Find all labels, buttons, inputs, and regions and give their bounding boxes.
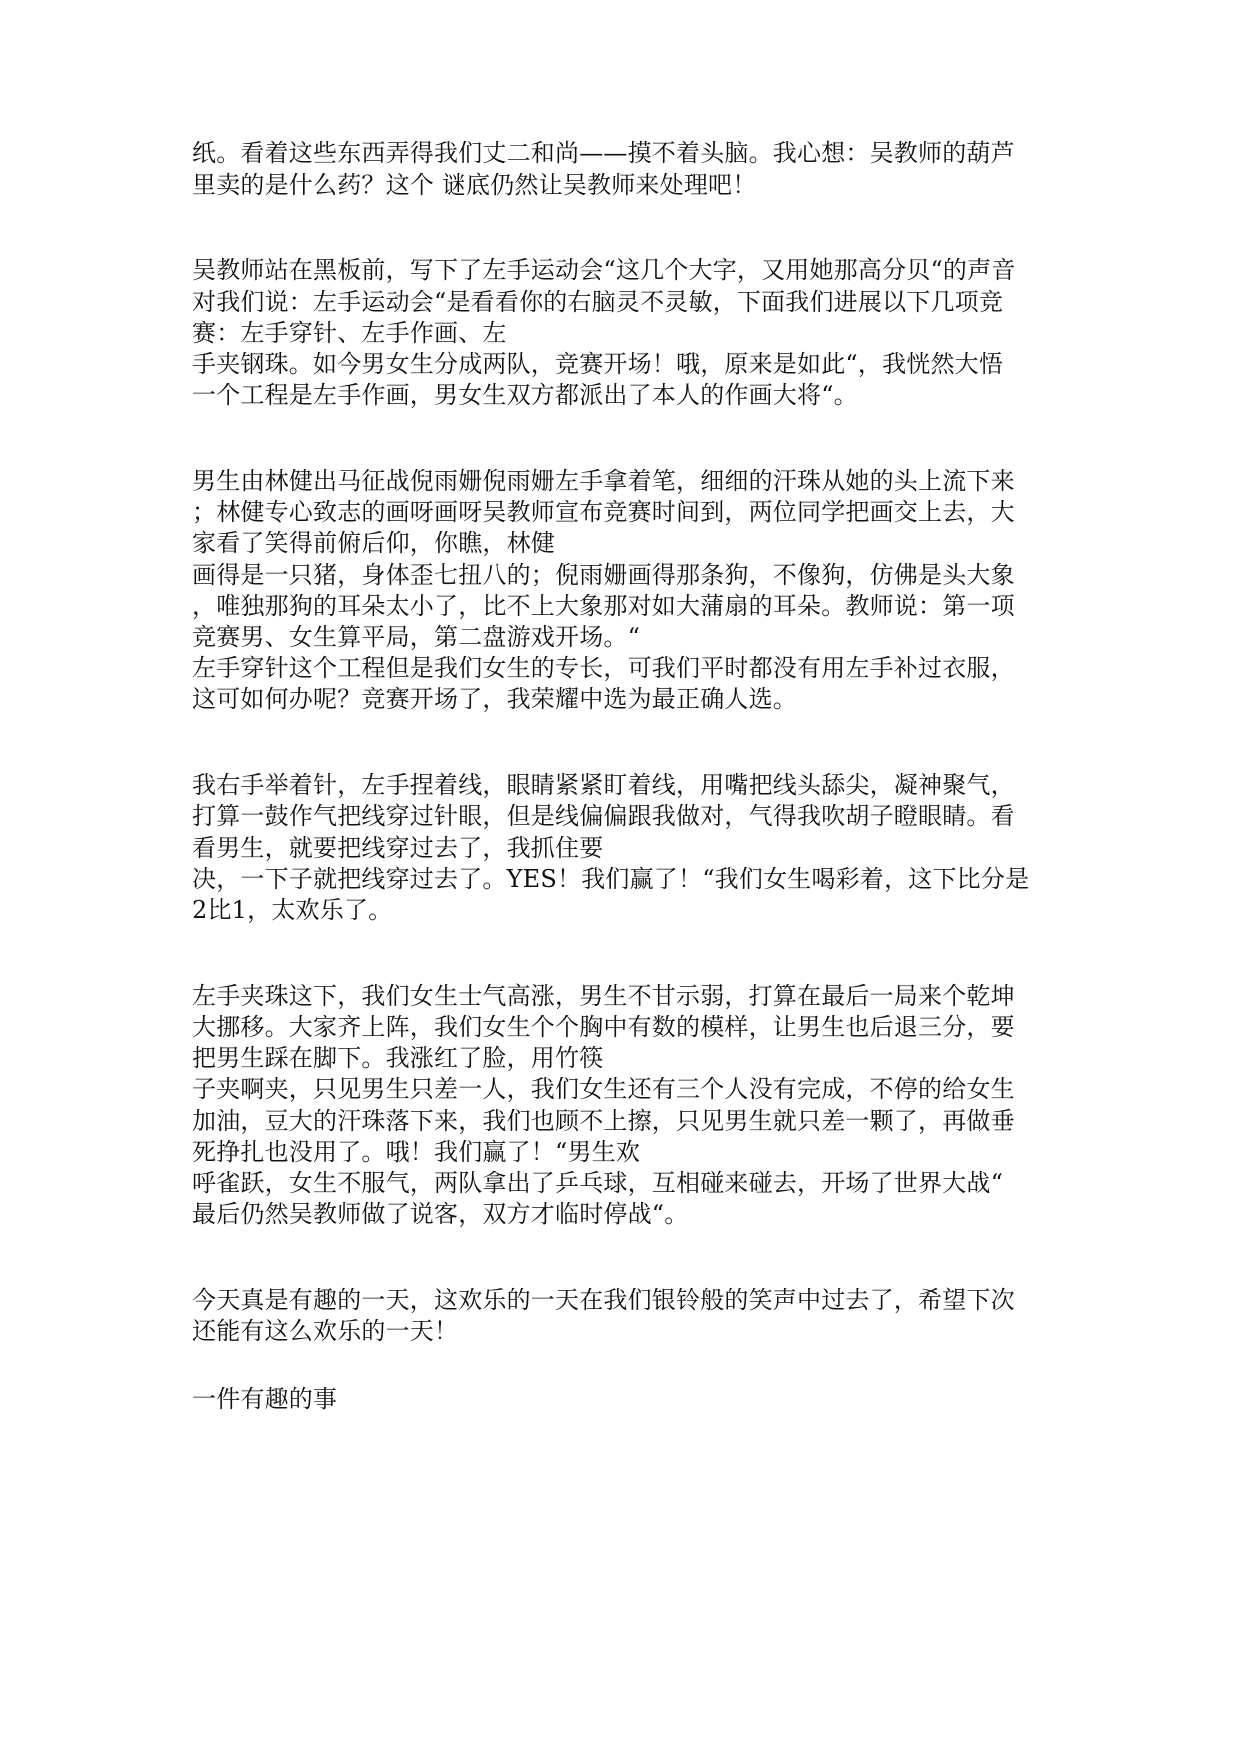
text-line: 一件有趣的事 [192, 1385, 338, 1413]
text-line: 决，一下子就把线穿过去了。YES！我们赢了！“我们女生喝彩着，这下比分是 [192, 865, 1030, 893]
text-line: 赛：左手穿针、左手作画、左 [192, 319, 507, 347]
text-line: 家看了笑得前俯后仰，你瞧，林健 [192, 529, 555, 557]
text-line: 呼雀跃，女生不服气，两队拿出了乒乓球，互相碰来碰去，开场了世界大战“ [192, 1169, 1004, 1197]
text-line: 吴教师站在黑板前，写下了左手运动会“这几个大字，又用她那高分贝“的声音 [192, 256, 1016, 284]
text-line: 纸。看着这些东西弄得我们丈二和尚——摸不着头脑。我心想：吴教师的葫芦 [192, 139, 1015, 167]
text-line: 一个工程是左手作画，男女生双方都派出了本人的作画大将“。 [192, 381, 858, 409]
text-line: 里卖的是什么药？这个 谜底仍然让吴教师来处理吧！ [192, 171, 757, 199]
text-line: 今天真是有趣的一天，这欢乐的一天在我们银铃般的笑声中过去了，希望下次 [192, 1286, 1015, 1314]
text-line: 大挪移。大家齐上阵，我们女生个个胸中有数的模样，让男生也后退三分，要 [192, 1013, 1015, 1041]
text-line: 对我们说：左手运动会“是看看你的右脑灵不灵敏，下面我们进展以下几项竞 [192, 288, 1004, 316]
text-line: 最后仍然吴教师做了说客，双方才临时停战“。 [192, 1200, 689, 1228]
text-line: ，唯独那狗的耳朵太小了，比不上大象那对如大蒲扇的耳朵。教师说：第一项 [192, 592, 1015, 620]
text-line: 这可如何办呢？竞赛开场了，我荣耀中选为最正确人选。 [192, 685, 797, 713]
text-line: 把男生踩在脚下。我涨红了脸，用竹筷 [192, 1044, 604, 1072]
text-line: 2比1，太欢乐了。 [192, 896, 393, 924]
text-line: 左手夹珠这下，我们女生士气高涨，男生不甘示弱，打算在最后一局来个乾坤 [192, 982, 1015, 1010]
text-line: 竞赛男、女生算平局，第二盘游戏开场。“ [192, 623, 641, 651]
text-line: 我右手举着针，左手捏着线，眼睛紧紧盯着线，用嘴把线头舔尖，凝神聚气， [192, 771, 1015, 799]
text-line: 看男生，就要把线穿过去了，我抓住要 [192, 834, 604, 862]
text-line: 死挣扎也没用了。哦！我们赢了！“男生欢 [192, 1138, 641, 1166]
text-line: 手夹钢珠。如今男女生分成两队，竞赛开场！哦，原来是如此“，我恍然大悟 [192, 350, 1004, 378]
text-line: 男生由林健出马征战倪雨姗倪雨姗左手拿着笔，细细的汗珠从她的头上流下来 [192, 467, 1015, 495]
text-line: 打算一鼓作气把线穿过针眼，但是线偏偏跟我做对，气得我吹胡子瞪眼睛。看 [192, 802, 1015, 830]
text-line: 画得是一只猪，身体歪七扭八的；倪雨姗画得那条狗，不像狗，仿佛是头大象 [192, 561, 1015, 589]
text-line: 左手穿针这个工程但是我们女生的专长，可我们平时都没有用左手补过衣服， [192, 654, 1015, 682]
text-line: ；林健专心致志的画呀画呀吴教师宣布竞赛时间到，两位同学把画交上去，大 [192, 498, 1015, 526]
text-line: 加油，豆大的汗珠落下来，我们也顾不上擦，只见男生就只差一颗了，再做垂 [192, 1107, 1015, 1135]
text-line: 子夹啊夹，只见男生只差一人，我们女生还有三个人没有完成，不停的给女生 [192, 1075, 1015, 1103]
text-line: 还能有这么欢乐的一天！ [192, 1317, 459, 1345]
